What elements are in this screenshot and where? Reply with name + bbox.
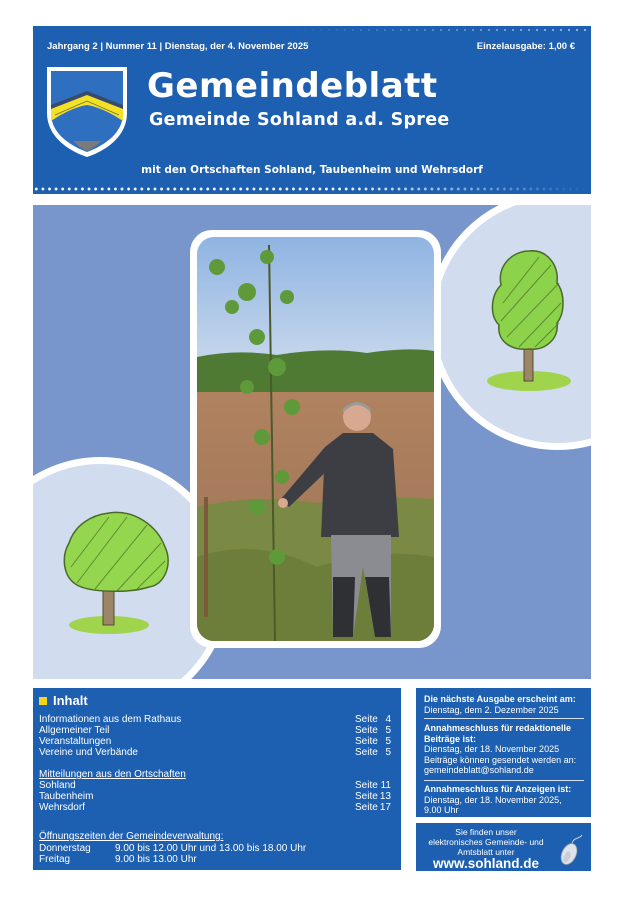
email-link[interactable]: gemeindeblatt@sohland.de xyxy=(424,765,534,775)
villages-section-heading: Mitteilungen aus den Ortschaften xyxy=(39,769,186,780)
issue-info: Jahrgang 2 | Nummer 11 | Dienstag, der 4. November 2025 xyxy=(47,41,309,52)
divider xyxy=(424,718,584,719)
publication-subtitle: Gemeinde Sohland a.d. Spree xyxy=(149,110,450,130)
dotted-divider-top xyxy=(33,28,591,32)
toc-item[interactable]: Wehrsdorf Seite 17 xyxy=(39,802,391,813)
masthead xyxy=(33,26,591,194)
toc-item[interactable]: Taubenheim Seite 13 xyxy=(39,791,391,802)
website-info-text: Sie finden unser elektronisches Gemeinde- und Amtsblatt unter xyxy=(428,827,544,857)
opening-hours-row: Freitag 9.00 bis 13.00 Uhr xyxy=(39,854,197,865)
tree-illustration-icon xyxy=(61,507,181,637)
opening-hours-row: Donnerstag 9.00 bis 12.00 Uhr und 13.00 bis 18.00 Uhr xyxy=(39,843,307,854)
computer-mouse-icon xyxy=(558,833,584,867)
next-issue-date: Dienstag, dem 2. Dezember 2025 xyxy=(424,704,559,715)
contents-heading: Inhalt xyxy=(39,693,88,708)
toc-item[interactable]: Vereine und Verbände Seite 5 xyxy=(39,747,391,758)
toc-item[interactable]: Informationen aus dem Rathaus Seite 4 xyxy=(39,714,391,725)
coat-of-arms-icon xyxy=(45,65,129,159)
toc-item[interactable]: Allgemeiner Teil Seite 5 xyxy=(39,725,391,736)
villages-line: mit den Ortschaften Sohland, Taubenheim und Wehrsdorf xyxy=(141,164,483,176)
cover-image-area xyxy=(33,205,591,679)
next-issue-box: Die nächste Ausgabe erscheint am: Dienstag, dem 2. Dezember 2025 Annahmeschluss für redaktionelle Beiträge ist: Dienstag, der 18. November 2025 Beiträge können gesendet werden an: gemeindeblatt@sohland.de Annahmeschluss für Anzeigen ist: Dienstag, der 18. November 2025, 9.00 Uhr xyxy=(416,688,591,817)
tree-illustration-icon xyxy=(479,243,579,393)
opening-hours-heading: Öffnungszeiten der Gemeindeverwaltung: xyxy=(39,831,224,842)
contents-box xyxy=(33,688,401,870)
yellow-square-icon xyxy=(39,697,47,705)
divider xyxy=(424,780,584,781)
toc-item[interactable]: Veranstaltungen Seite 5 xyxy=(39,736,391,747)
next-issue-heading: Die nächste Ausgabe erscheint am: xyxy=(424,694,576,704)
cover-photo xyxy=(197,237,434,641)
website-box xyxy=(416,823,591,871)
publication-title: Gemeindeblatt xyxy=(147,66,438,106)
price-label: Einzelausgabe: 1,00 € xyxy=(476,41,575,52)
website-link[interactable]: www.sohland.de xyxy=(432,856,539,871)
dotted-divider-bottom xyxy=(33,186,591,192)
toc-item[interactable]: Sohland Seite 11 xyxy=(39,780,391,791)
